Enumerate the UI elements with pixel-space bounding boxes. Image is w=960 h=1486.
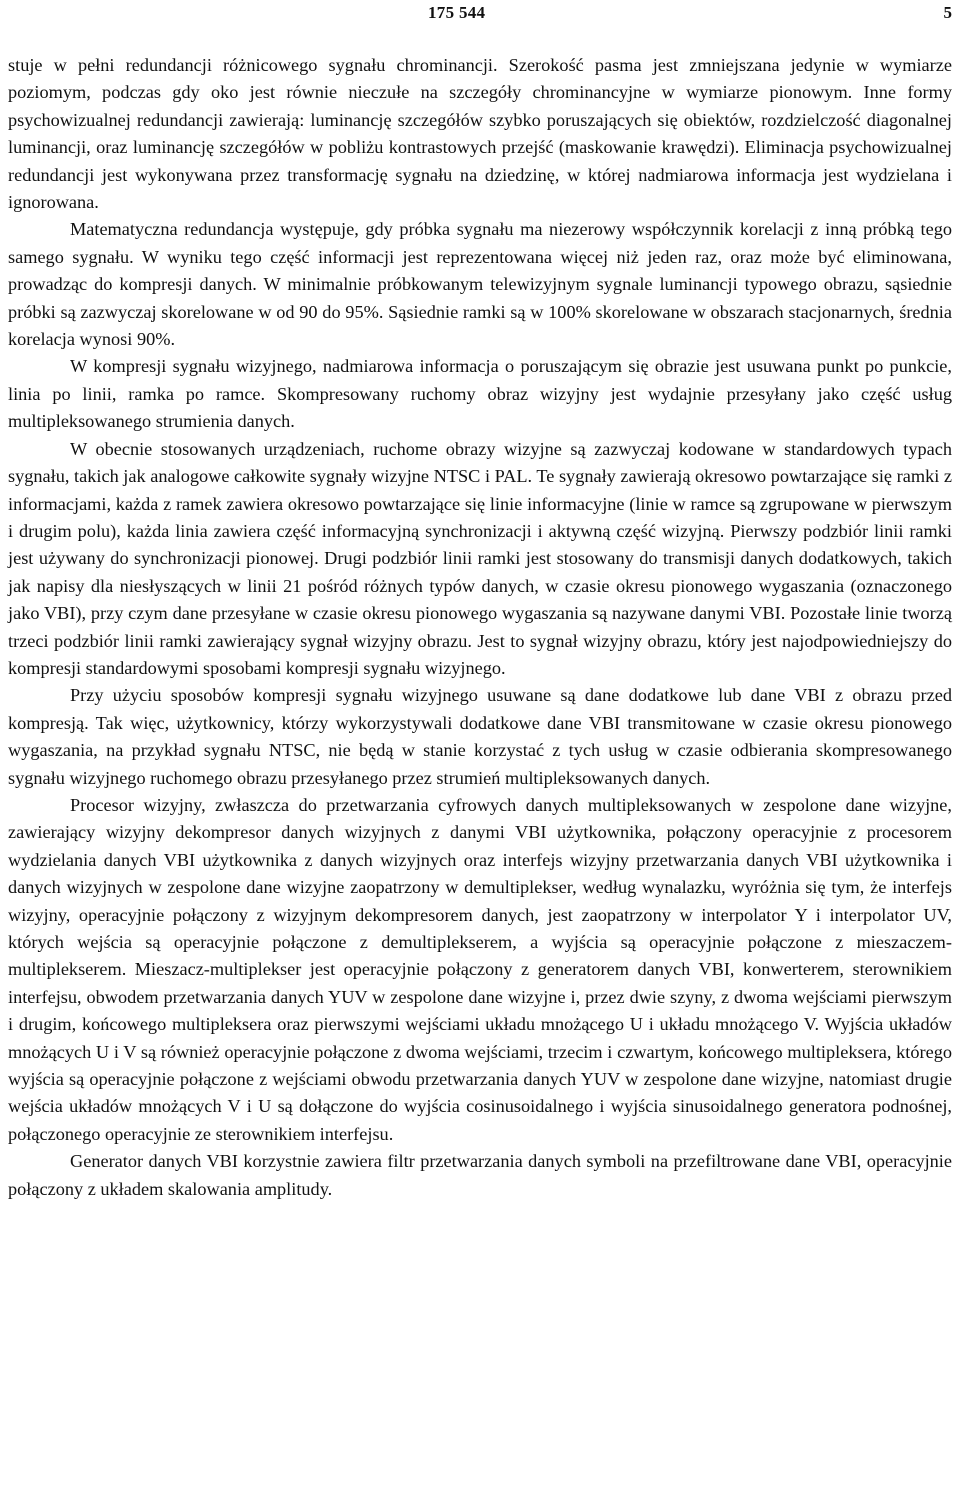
page-header [8, 0, 952, 52]
paragraph-3: W kompresji sygnału wizyjnego, nadmiarowa informacja o poruszającym się obrazie jest usuwana punkt po punkcie, linia po linii, ramka po ramce. Skompresowany ruchomy obraz wizyjny jest wydajnie przesyłany jako część usług multipleksowanego strumienia danych. [8, 356, 952, 432]
paragraph-6: Procesor wizyjny, zwłaszcza do przetwarzania cyfrowych danych multipleksowanych w zespolone dane wizyjne, zawierający wizyjny dekompresor danych wizyjnych z danymi VBI użytkownika, połączony operacyjnie z procesorem wydzielania danych VBI użytkownika z danych wizyjnych oraz interfejs wizyjny przetwarzania danych VBI użytkownika i danych wizyjnych w zespolone dane wizyjne zaopatrzony w demultiplekser, według wynalazku, wyróżnia się tym, że interfejs wizyjny, operacyjnie połączony z wizyjnym dekompresorem danych, jest zaopatrzony w interpolator Y i interpolator UV, których wejścia są operacyjnie połączone z demultiplekserem, a wyjścia są operacyjnie połączone z mieszaczem-multiplekserem. Mieszacz-multiplekser jest operacyjnie połączony z generatorem danych VBI, konwerterem, sterownikiem interfejsu, obwodem przetwarzania danych YUV w zespolone dane wizyjne i, przez dwie szyny, z dwoma wejściami pierwszym i drugim, końcowego multipleksera oraz pierwszymi wejściami układu mnożącego U i układu mnożącego V. Wyjścia układów mnożących U i V są również operacyjnie połączone z dwoma wejściami, trzecim i czwartym, końcowego multipleksera, którego wyjścia są operacyjnie połączone z wejściami obwodu przetwarzania danych YUV w zespolone dane wizyjne, natomiast drugie wejścia układów mnożących V i U są dołączone do wyjścia cosinusoidalnego i wyjścia sinusoidalnego generatora podnośnej, połączonego operacyjnie ze sterownikiem interfejsu. [8, 794, 952, 1144]
paragraph-4: W obecnie stosowanych urządzeniach, ruchome obrazy wizyjne są zazwyczaj kodowane w standardowych typach sygnału, takich jak analogowe całkowite sygnały wizyjne NTSC i PAL. Te sygnały zawierają okresowo powtarzające się ramki z informacjami, każda z ramek zawiera okresowo powtarzające się linie informacyjne (linie w ramce są zgrupowane w pierwszym i drugim polu), każda linia zawiera część informacyjną synchronizacji i aktywną część wizyjną. Pierwszy podzbiór linii ramki jest używany do synchronizacji pionowej. Drugi podzbiór linii ramki jest stosowany do transmisji danych dodatkowych, takich jak napisy dla niesłyszących w linii 21 pośród różnych typów danych, w czasie okresu pionowego wygaszania (oznaczonego jako VBI), przy czym dane przesyłane w czasie okresu pionowego wygaszania są nazywane danymi VBI. Pozostałe linie tworzą trzeci podzbiór linii ramki zawierający sygnał wizyjny obrazu. Jest to sygnał wizyjny obrazu, który jest najodpowiedniejszy do kompresji standardowymi sposobami kompresji sygnału wizyjnego. [8, 438, 952, 678]
paragraph-1: stuje w pełni redundancji różnicowego sygnału chrominancji. Szerokość pasma jest zmniejszana jedynie w wymiarze poziomym, podczas gdy oko jest równie nieczułe na szczegóły chrominancyjne w wymiarze pionowym. Inne formy psychowizualnej redundancji zawierają: luminancję szczegółów szybko poruszających się obiektów, rozdzielczość diagonalnej luminancji, oraz luminancję szczegółów w pobliżu kontrastowych przejść (maskowanie krawędzi). Eliminacja psychowizualnej redundancji jest wykonywana przez transformację sygnału na dziedzinę, w której nadmiarowa informacja jest wydzielana i ignorowana. [8, 55, 952, 213]
page-number: 5 [943, 3, 952, 22]
patent-number: 175 544 [428, 3, 486, 22]
paragraph-2: Matematyczna redundancja występuje, gdy próbka sygnału ma niezerowy współczynnik korelacji z inną próbką tego samego sygnału. W wyniku tego część informacji jest reprezentowana więcej niż jeden raz, oraz może być eliminowana, prowadząc do kompresji danych. W minimalnie próbkowanym telewizyjnym sygnale luminancji typowego obrazu, sąsiednie próbki są zazwyczaj skorelowane w od 90 do 95%. Sąsiednie ramki są w 100% skorelowane w obszarach stacjonarnych, średnia korelacja wynosi 90%. [8, 219, 952, 350]
paragraph-7: Generator danych VBI korzystnie zawiera filtr przetwarzania danych symboli na przefiltrowane dane VBI, operacyjnie połączony z układem skalowania amplitudy. [8, 1151, 952, 1199]
body-text [8, 52, 952, 1203]
paragraph-5: Przy użyciu sposobów kompresji sygnału wizyjnego usuwane są dane dodatkowe lub dane VBI z obrazu przed kompresją. Tak więc, użytkownicy, którzy wykorzystywali dodatkowe dane VBI transmitowane w czasie okresu pionowego wygaszania, na przykład sygnału NTSC, nie będą w stanie korzystać z tych usług w czasie odbierania skompresowanego sygnału wizyjnego ruchomego obrazu przesyłanego przez strumień multipleksowanych danych. [8, 685, 952, 788]
